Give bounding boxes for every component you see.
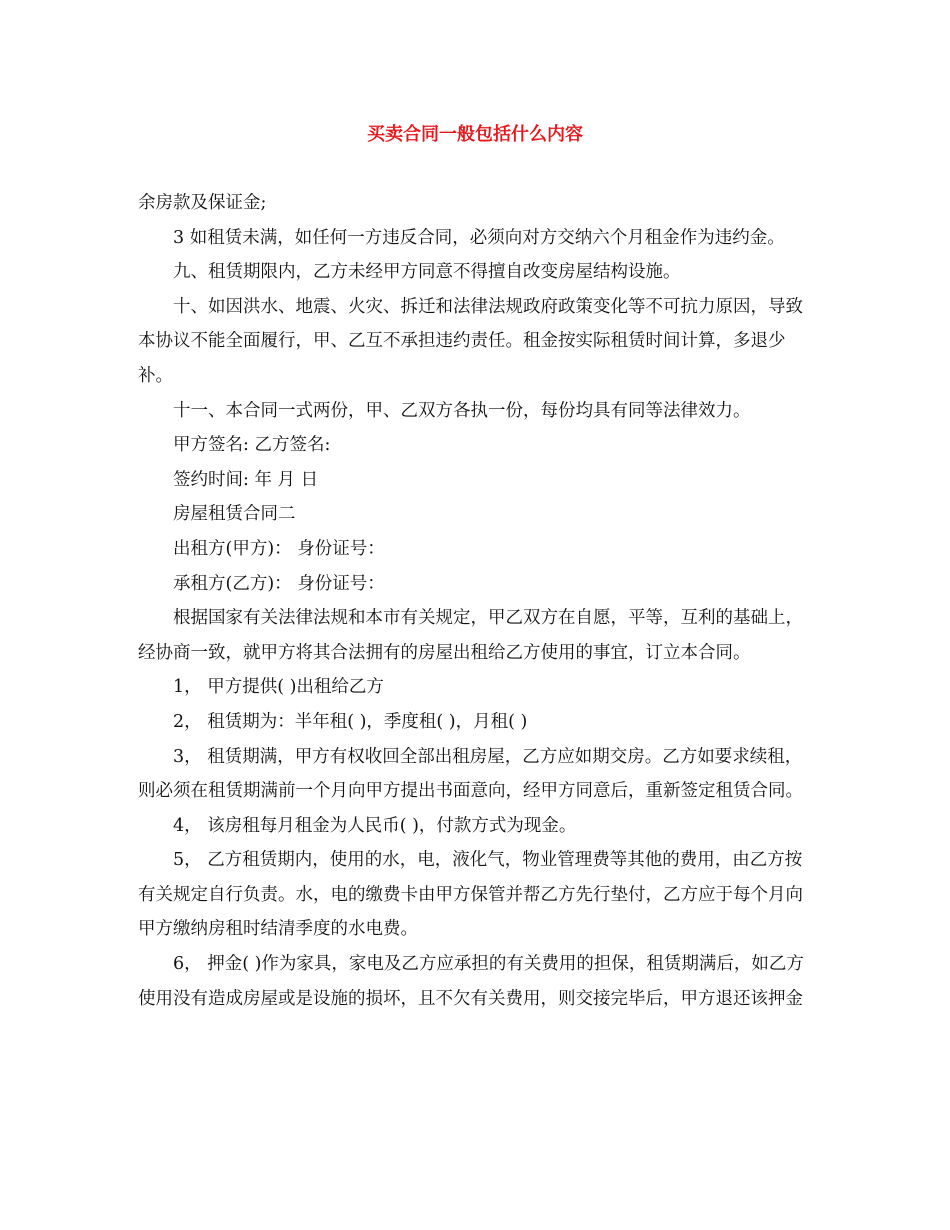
document-title: 买卖合同一般包括什么内容 [367,124,583,145]
paragraph: 承租方(乙方)： 身份证号： [173,573,385,594]
paragraph: 6， 押金( )作为家具，家电及乙方应承担的有关费用的担保，租赁期满后，如乙方使用没有造成房屋或是设施的损坏，且不欠有关费用，则交接完毕后，甲方退还该押金 [138,954,804,1009]
paragraph: 签约时间: 年 月 日 [173,469,319,490]
paragraph: 甲方签名: 乙方签名: [173,435,331,456]
paragraph: 3 如租赁未满，如任何一方违反合同，必须向对方交纳六个月租金作为违约金。 [173,227,785,248]
paragraph: 2， 租赁期为：半年租( )，季度租( )，月租( ) [173,711,528,732]
paragraph: 九、租赁期限内，乙方未经甲方同意不得擅自改变房屋结构设施。 [173,262,681,283]
paragraph: 出租方(甲方)： 身份证号： [173,538,385,559]
paragraph: 十、如因洪水、地震、火灾、拆迁和法律法规政府政策变化等不可抗力原因，导致本协议不能全面履行，甲、乙互不承担违约责任。租金按实际租赁时间计算，多退少补。 [138,296,803,386]
paragraph: 房屋租赁合同二 [173,504,296,525]
paragraph: 1， 甲方提供( )出租给乙方 [173,677,384,698]
paragraph: 十一、本合同一式两份，甲、乙双方各执一份，每份均具有同等法律效力。 [173,400,751,421]
paragraph: 5， 乙方租赁期内，使用的水，电，液化气，物业管理费等其他的费用，由乙方按有关规定自行负责。水，电的缴费卡由甲方保管并帮乙方先行垫付，乙方应于每个月向甲方缴纳房租时结清季度的水电费。 [138,850,803,940]
paragraph: 3， 租赁期满，甲方有权收回全部出租房屋，乙方应如期交房。乙方如要求续租，则必须在租赁期满前一个月向甲方提出书面意向，经甲方同意后，重新签定租赁合同。 [138,746,803,802]
paragraph: 4， 该房租每月租金为人民币( )，付款方式为现金。 [173,815,577,836]
document-body [138,186,818,1016]
paragraph: 余房款及保证金; [138,193,267,213]
paragraph: 根据国家有关法律法规和本市有关规定，甲乙双方在自愿，平等，互利的基础上，经协商一致，就甲方将其合法拥有的房屋出租给乙方使用的事宜，订立本合同。 [138,608,803,663]
